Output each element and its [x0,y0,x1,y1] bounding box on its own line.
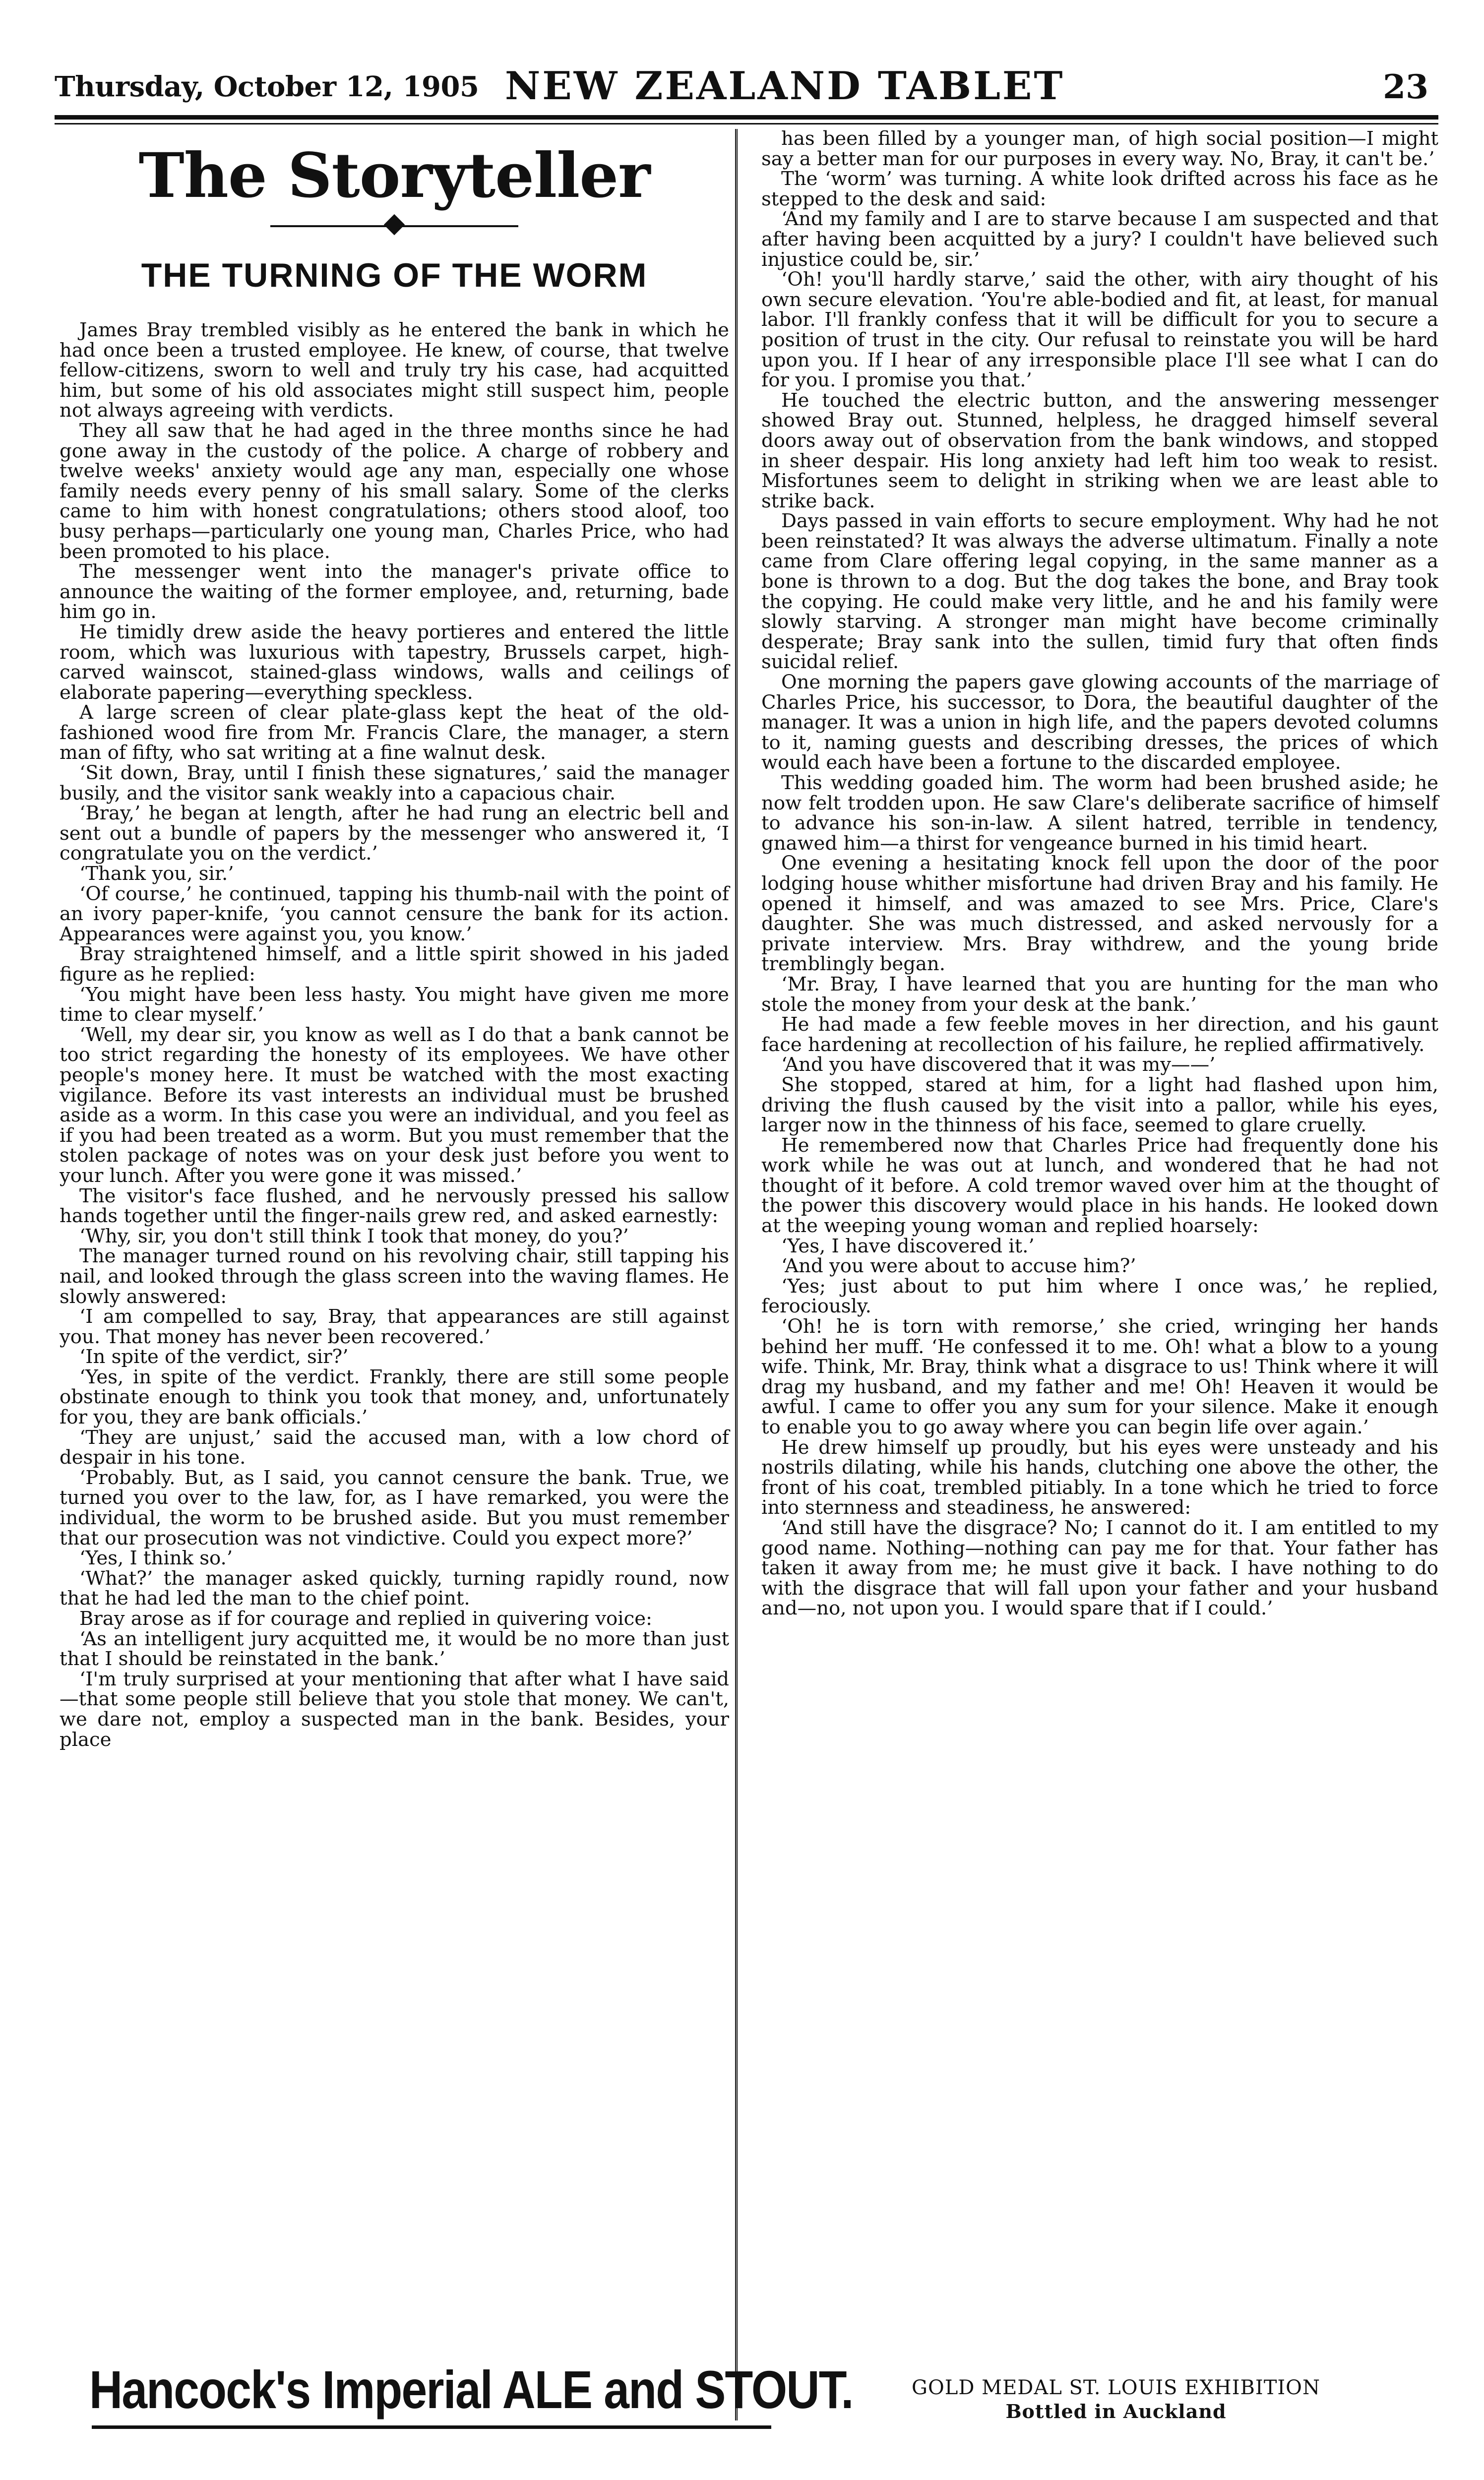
paragraph: They all saw that he had aged in the three months since he had gone away in the custody of the police. A charge of robbery and twelve weeks' anxiety would age any man, especially one whose family needs every penny of his small salary. Some of the clerks came to him with honest congratulations; others stood aloof, too busy perhaps—particularly one young man, Charles Price, who had been promoted to his place. [60,419,729,563]
paragraph: ‘They are unjust,’ said the accused man, with a low chord of despair in his tone. [60,1426,729,1469]
paragraph: ‘Oh! you'll hardly starve,’ said the other, with airy thought of his own secure elevation. ‘You're able-bodied and fit, at least, for manual labor. I'll frankly confess that it will be difficult for you to secure a position of trust in the city. Our refusal to reinstate you will be hard upon you. If I hear of any irresponsible place I'll see what I can do for you. I promise you that.’ [761,268,1438,392]
left-column [60,139,729,1750]
paragraph: Bray straightened himself, and a little spirit showed in his jaded figure as he replied: [60,943,729,986]
paragraph: ‘Thank you, sir.’ [79,863,234,885]
right-column-text [761,129,1438,1619]
paragraph: Days passed in vain efforts to secure employment. Why had he not been reinstated? It was always the adverse ultimatum. Finally a note came from Clare offering legal copying, in the same manner as a bone is thrown to a dog. But the dog takes the bone, and Bray took the copying. He could make very little, and he and his family were slowly starving. A stronger man might have become criminally desperate; Bray sank into the sullen, timid fury that often finds suicidal relief. [761,510,1438,674]
paragraph: ‘Yes, I have discovered it.’ [781,1235,1035,1257]
section-title: The Storyteller [138,140,650,212]
paragraph: ‘You might have been less hasty. You might have given me more time to clear myself.’ [60,983,729,1026]
paragraph: ‘And you were about to accuse him?’ [781,1255,1136,1278]
paragraph: ‘Well, my dear sir, you know as well as I do that a bank cannot be too strict regarding the honesty of its employees. We have other people's money here. It must be watched with the most exacting vigilance. Before its vast interests an individual must be brushed aside as a worm. In this case you were an individual, and you feel as if you had been treated as a worm. But you must remember that the stolen package of notes was on your desk just before you went to your lunch. After you were gone it was missed.’ [60,1023,729,1187]
column-divider [735,129,738,2420]
masthead-rule [55,115,1438,120]
paragraph: A large screen of clear plate-glass kept the heat of the old-fashioned wood fire from Mr. Francis Clare, the manager, a stern man of fifty, who sat writing at a fine walnut desk. [60,701,729,764]
paragraph: ‘In spite of the verdict, sir?’ [79,1346,349,1368]
paragraph: has been filled by a younger man, of high social position—I might say a better man for our purposes in every way. No, Bray, it can't be.’ [761,127,1438,170]
bottled-line: Bottled in Auckland [1005,2400,1227,2422]
paragraph: The ‘worm’ was turning. A white look drifted across his face as he stepped to the desk and said: [761,168,1438,210]
paragraph: ‘Mr. Bray, I have learned that you are hunting for the man who stole the money from your desk at the bank.’ [761,973,1438,1016]
paragraph: He drew himself up proudly, but his eyes were unsteady and his nostrils dilating, while his hands, clutching one above the other, the front of his coat, trembled pitiably. In a tone which he tried to force into sternness and steadiness, he answered: [761,1436,1438,1519]
paragraph: ‘Oh! he is torn with remorse,’ she cried, wringing her hands behind her muff. ‘He confessed it to me. Oh! what a blow to a young wife. Think, Mr. Bray, think what a disgrace to us! Think where it will drag my husband, and my father and me! Oh! Heaven it would be awful. I came to offer you any sum for your silence. Make it enough to enable you to go away where you can begin life over again.’ [761,1315,1438,1438]
paragraph: The messenger went into the manager's private office to announce the waiting of the former employee, and, returning, bade him go in. [60,560,729,623]
advertisement-underline [92,2425,771,2429]
publication-title: NEW ZEALAND TABLET [505,63,1065,109]
page-number: 23 [1383,67,1428,106]
paragraph: ‘As an intelligent jury acquitted me, it would be no more than just that I should be reinstated in the bank.’ [60,1627,729,1671]
right-column [761,129,1438,1619]
paragraph: ‘I am compelled to say, Bray, that appearances are still against you. That money has never been recovered.’ [60,1305,729,1348]
paragraph: This wedding goaded him. The worm had been brushed aside; he now felt trodden upon. He saw Clare's deliberate sacrifice of himself to advance his son-in-law. A silent hatred, terrible in tendency, gnawed him—a thirst for vengeance burned in his timid heart. [761,772,1438,855]
paragraph: ‘And still have the disgrace? No; I cannot do it. I am entitled to my good name. Nothing—nothing can pay me for that. Your father has taken it away from me; he must give it back. I have nothing to do with the disgrace that will fall upon your father and your husband and—no, not upon you. I would spare that if I could.’ [761,1516,1438,1620]
paragraph: ‘Of course,’ he continued, tapping his thumb-nail with the point of an ivory paper-knife, ‘you cannot censure the bank for its action. Appearances were against you, you know.’ [60,882,729,945]
paragraph: He had made a few feeble moves in her direction, and his gaunt face hardening at recollection of his failure, he replied affirmatively. [761,1013,1438,1056]
paragraph: ‘And you have discovered that it was my——’ [781,1054,1216,1076]
left-column-text [60,320,729,1750]
issue-date: Thursday, October 12, 1905 [55,70,479,103]
exhibition-notice [893,2376,1339,2423]
paragraph: James Bray trembled visibly as he entered the bank in which he had once been a trusted employee. He knew, of course, that twelve fellow-citizens, sworn to well and truly try his case, had acquitted him, but some of his old associates might still suspect him, people not always agreeing with verdicts. [60,319,729,422]
paragraph: He touched the electric button, and the answering messenger showed Bray out. Stunned, helpless, he dragged himself several doors away out of observation from the bank windows, and stopped in sheer despair. His long anxiety had left him too weak to resist. Misfortunes seem to delight in striking when we are least able to strike back. [761,389,1438,512]
paragraph: He timidly drew aside the heavy portieres and entered the little room, which was luxurious with tapestry, Brussels carpet, high-carved wainscot, stained-glass windows, walls and ceilings of elaborate papering—everything speckless. [60,620,729,704]
paragraph: Bray arose as if for courage and replied in quivering voice: [79,1608,653,1630]
paragraph: One morning the papers gave glowing accounts of the marriage of Charles Price, his successor, to Dora, the beautiful daughter of the manager. It was a union in high life, and the papers devoted columns to it, naming guests and describing dresses, the prices of which would each have been a fortune to the discarded employee. [761,671,1438,774]
paragraph: ‘Bray,’ he began at length, after he had rung an electric bell and sent out a bundle of papers by the messenger who answered it, ‘I congratulate you on the verdict.’ [60,802,729,865]
medal-line: GOLD MEDAL ST. LOUIS EXHIBITION [912,2376,1320,2399]
paragraph: ‘And my family and I are to starve because I am suspected and that after having been acquitted by a jury? I couldn't have believed such injustice could be, sir.’ [761,208,1438,271]
paragraph: ‘Probably. But, as I said, you cannot censure the bank. True, we turned you over to the law, for, as I have remarked, you were the individual, the worm to be brushed aside. But you must remember that our prosecution was not vindictive. Could you expect more?’ [60,1466,729,1550]
paragraph: ‘I'm truly surprised at your mentioning that after what I have said—that some people still believe that you stole that money. We can't, we dare not, employ a suspected man in the bank. Besides, your place [60,1668,729,1751]
masthead-rule-thin [55,123,1438,124]
paragraph: ‘Yes, in spite of the verdict. Frankly, there are still some people obstinate enough to think you took that money, and, unfortunately for you, they are bank officials.’ [60,1365,729,1429]
ale-advertisement: Hancock's Imperial ALE and STOUT. [89,2359,853,2419]
title-ornament [270,216,518,236]
paragraph: ‘Yes, I think so.’ [79,1547,233,1570]
paragraph: He remembered now that Charles Price had frequently done his work while he was out at lunch, and wondered that he had not thought of it before. A cold tremor waved over him at the thought of the power this discovery would place in his hands. He looked down at the weeping young woman and replied hoarsely: [761,1134,1438,1238]
story-title: THE TURNING OF THE WORM [141,256,648,294]
paragraph: ‘Sit down, Bray, until I finish these signatures,’ said the manager busily, and the visitor sank weakly into a capacious chair. [60,762,729,805]
paragraph: She stopped, stared at him, for a light had flashed upon him, driving the flush caused by the visit into a pallor, while his eyes, larger now in the thinness of his face, seemed to glare cruelly. [761,1073,1438,1137]
paragraph: ‘Why, sir, you don't still think I took that money, do you?’ [79,1225,629,1247]
paragraph: The visitor's face flushed, and he nervously pressed his sallow hands together until the finger-nails grew red, and asked earnestly: [60,1184,729,1228]
paragraph: One evening a hesitating knock fell upon the door of the poor lodging house whither misfortune had driven Bray and his family. He opened it himself, and was amazed to see Mrs. Price, Clare's daughter. She was much distressed, and asked nervously for a private interview. Mrs. Bray withdrew, and the young bride tremblingly began. [761,852,1438,976]
paragraph: The manager turned round on his revolving chair, still tapping his nail, and looked through the glass screen into the waving flames. He slowly answered: [60,1245,729,1308]
masthead [30,63,1483,111]
paragraph: ‘What?’ the manager asked quickly, turning rapidly round, now that he had led the man to the chief point. [60,1567,729,1610]
paragraph: ‘Yes; just about to put him where I once was,’ he replied, ferociously. [761,1275,1438,1318]
